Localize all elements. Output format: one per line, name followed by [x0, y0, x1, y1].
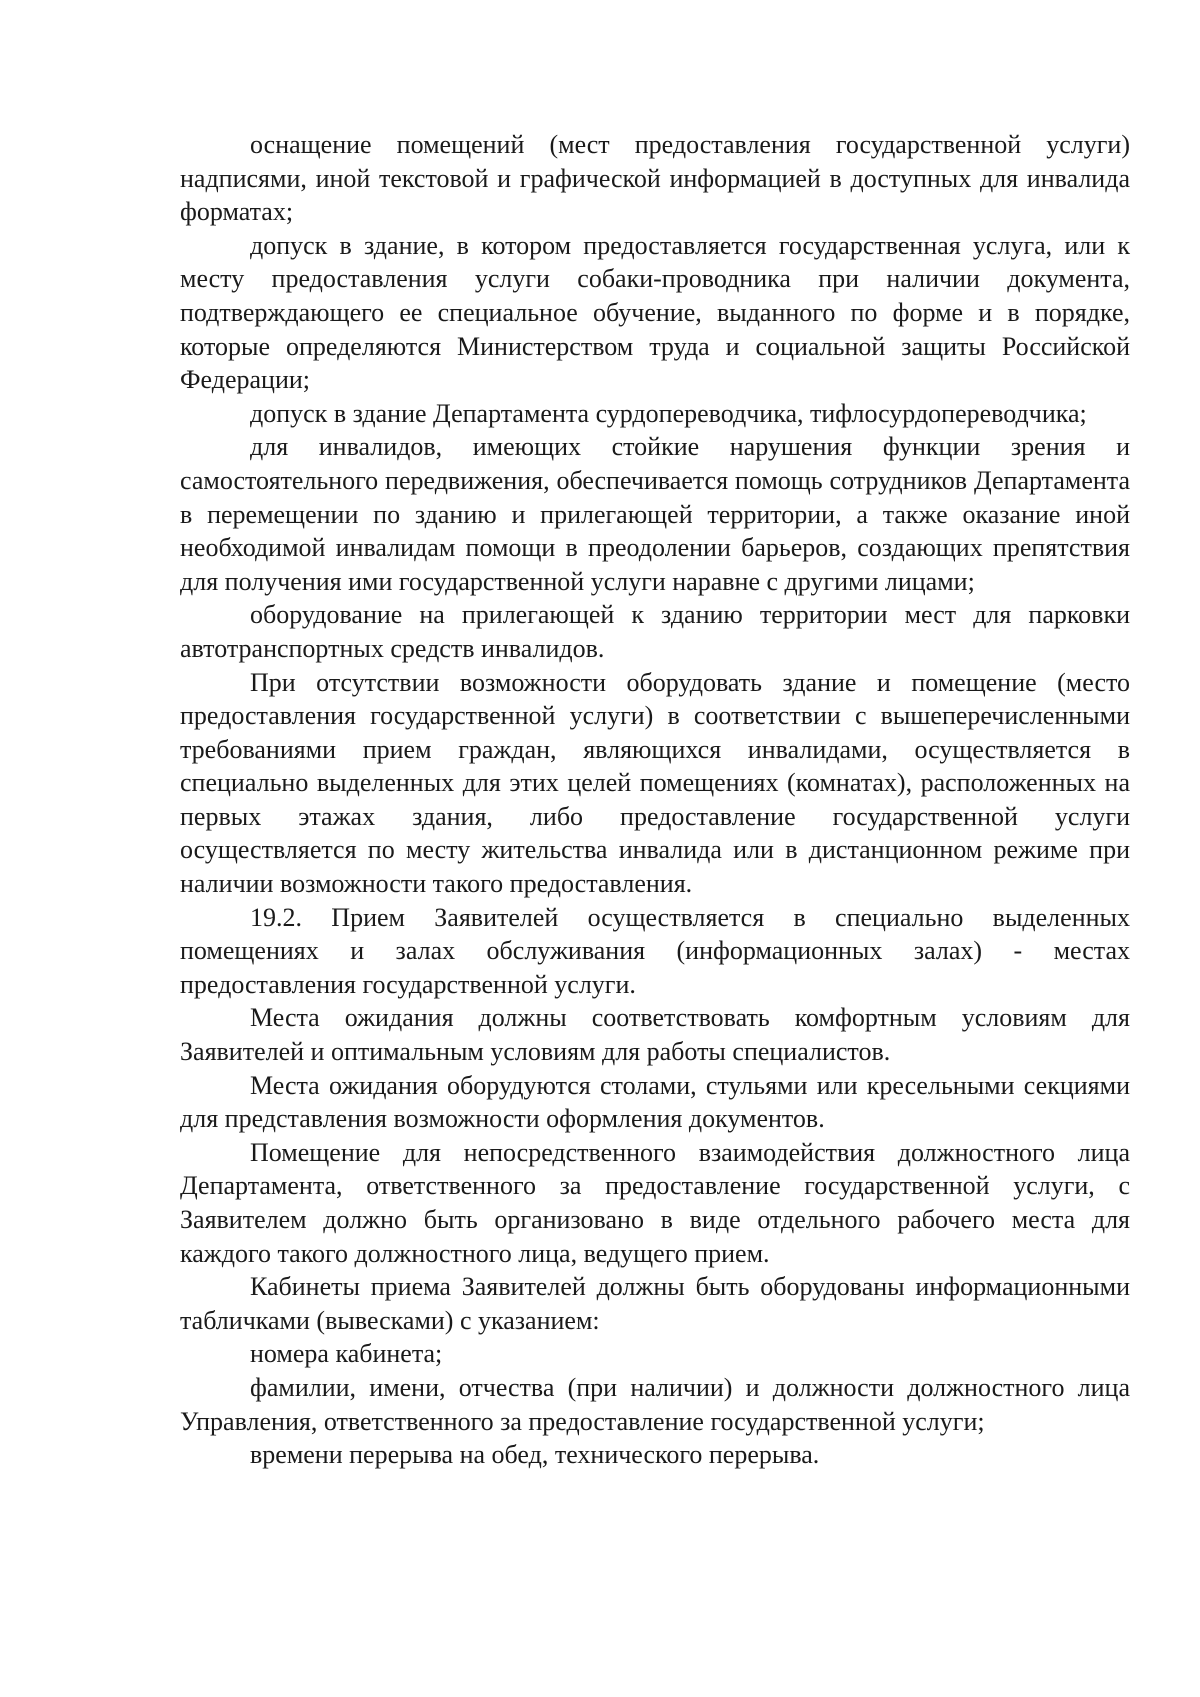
paragraph: Места ожидания должны соответствовать комфортным условиям для Заявителей и оптимальным условиям для работы специалистов. [180, 1003, 1130, 1067]
paragraph: времени перерыва на обед, технического перерыва. [250, 1440, 820, 1470]
document-body [180, 128, 1130, 1472]
paragraph: фамилии, имени, отчества (при наличии) и должности должностного лица Управления, ответственного за предоставление государственной услуги; [180, 1372, 1130, 1436]
paragraph: номера кабинета; [250, 1339, 443, 1369]
paragraph: Места ожидания оборудуются столами, стульями или кресельными секциями для представления возможности оформления документов. [180, 1070, 1130, 1134]
paragraph: При отсутствии возможности оборудовать здание и помещение (место предоставления государственной услуги) в соответствии с вышеперечисленными требованиями прием граждан, являющихся инвалидами, осуществляется в специально выделенных для этих целей помещениях (комнатах), расположенных на первых этажах здания, либо предоставление государственной услуги осуществляется по месту жительства инвалида или в дистанционном режиме при наличии возможности такого предоставления. [180, 667, 1130, 899]
paragraph: Помещение для непосредственного взаимодействия должностного лица Департамента, ответственного за предоставление государственной услуги, с Заявителем должно быть организовано в виде отдельного рабочего места для каждого такого должностного лица, ведущего прием. [180, 1137, 1130, 1268]
paragraph: допуск в здание Департамента сурдопереводчика, тифлосурдопереводчика; [250, 398, 1087, 428]
paragraph: оснащение помещений (мест предоставления государственной услуги) надписями, иной текстовой и графической информацией в доступных для инвалида форматах; [180, 130, 1130, 227]
paragraph: Кабинеты приема Заявителей должны быть оборудованы информационными табличками (вывесками) с указанием: [180, 1272, 1130, 1335]
paragraph: для инвалидов, имеющих стойкие нарушения функции зрения и самостоятельного передвижения, обеспечивается помощь сотрудников Департамента в перемещении по зданию и прилегающей территории, а также оказание иной необходимой инвалидам помощи в преодолении барьеров, создающих препятствия для получения ими государственной услуги наравне с другими лицами; [180, 432, 1130, 596]
paragraph: оборудование на прилегающей к зданию территории мест для парковки автотранспортных средств инвалидов. [180, 600, 1130, 663]
paragraph: допуск в здание, в котором предоставляется государственная услуга, или к месту предоставления услуги собаки-проводника при наличии документа, подтверждающего ее специальное обучение, выданного по форме и в порядке, которые определяются Министерством труда и социальной защиты Российской Федерации; [180, 230, 1130, 395]
paragraph: 19.2. Прием Заявителей осуществляется в специально выделенных помещениях и залах обслуживания (информационных залах) - местах предоставления государственной услуги. [180, 902, 1130, 999]
